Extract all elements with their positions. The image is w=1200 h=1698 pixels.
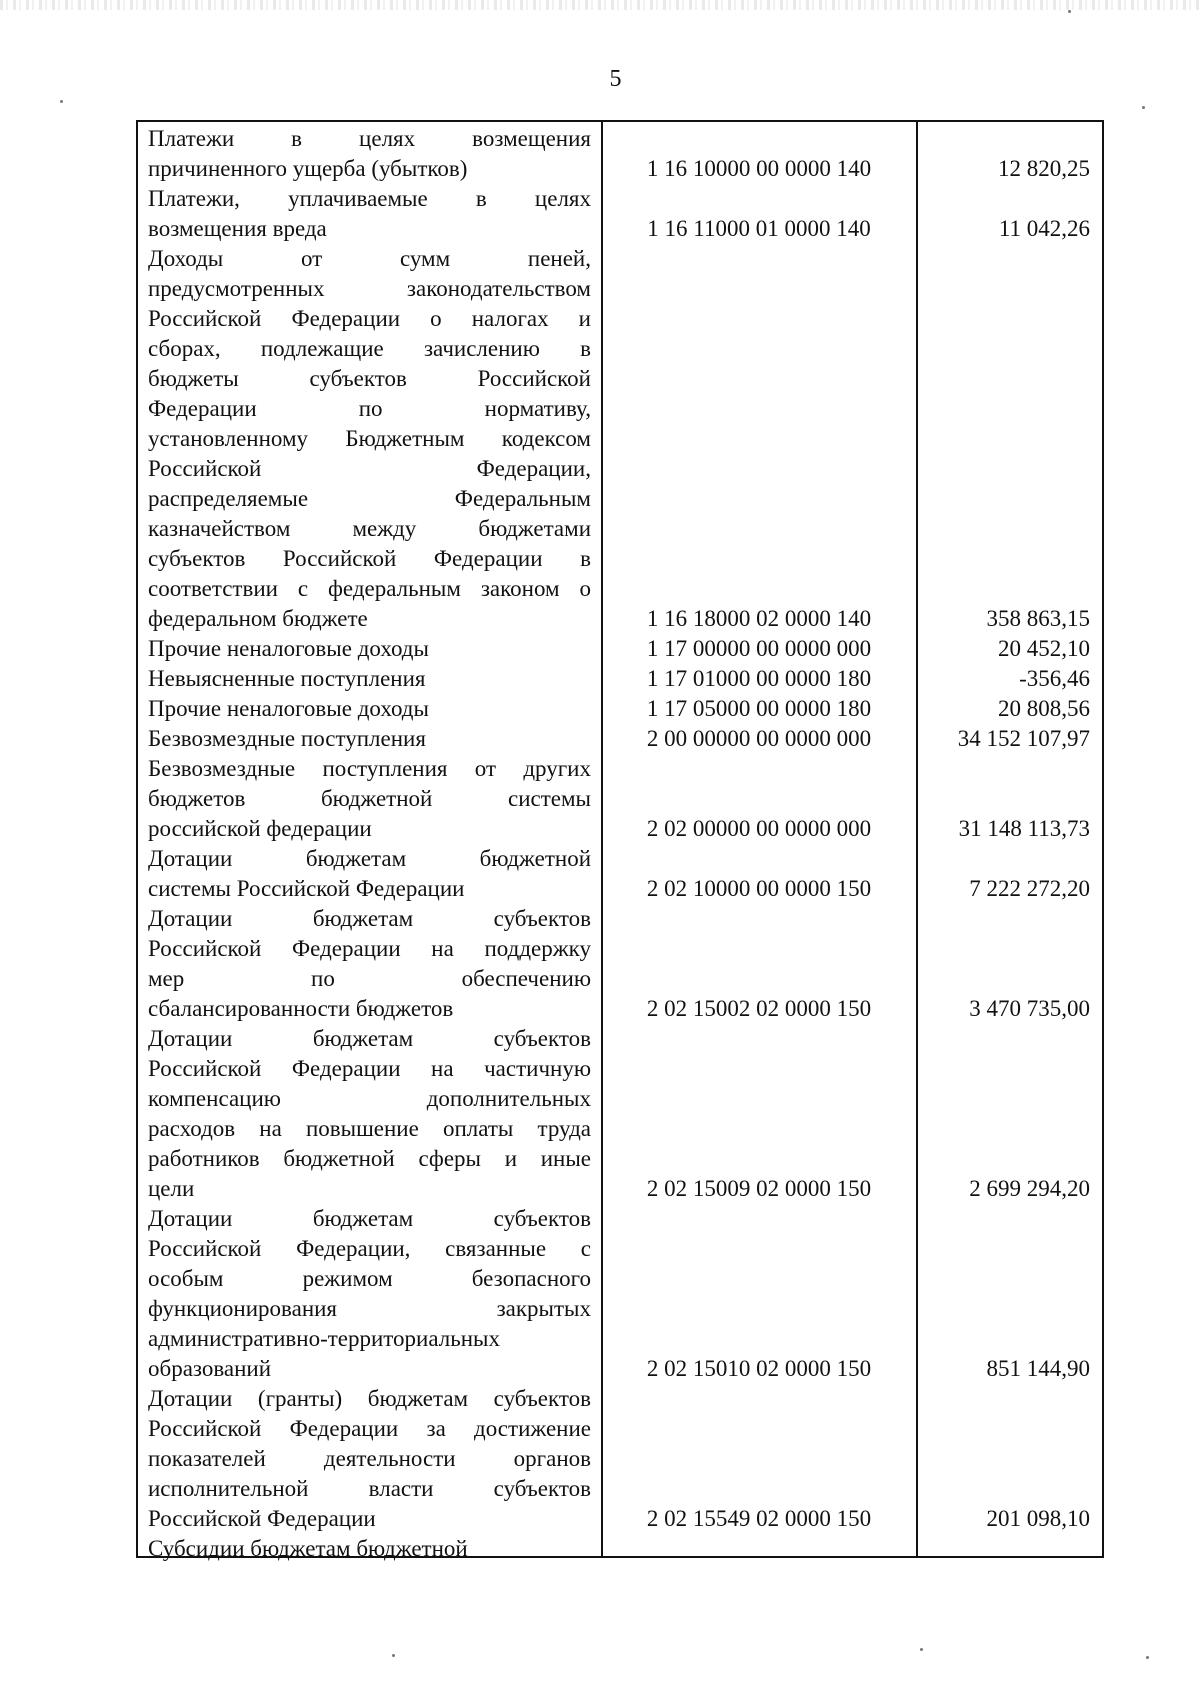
budget-classification-code: 2 02 15010 02 0000 150: [646, 1356, 872, 1381]
revenue-name-line: функционирования закрытых: [148, 1296, 591, 1321]
revenue-name-line: Дотации бюджетам субъектов: [148, 906, 591, 931]
table-row: [138, 124, 1102, 184]
revenue-name-line: работников бюджетной сферы и иные: [148, 1146, 591, 1171]
amount-value: 358 863,15: [986, 606, 1090, 631]
budget-classification-code: 2 02 15549 02 0000 150: [646, 1506, 872, 1531]
revenue-name-line: Прочие неналоговые доходы: [148, 636, 429, 661]
amount-value: 851 144,90: [986, 1356, 1090, 1381]
revenue-name-line: установленному Бюджетным кодексом: [148, 426, 591, 451]
amount-value: 7 222 272,20: [969, 876, 1090, 901]
table-row: [138, 754, 1102, 844]
scan-speck: [920, 1648, 923, 1651]
revenue-name: [148, 1384, 591, 1534]
revenue-name-line: Дотации (гранты) бюджетам субъектов: [148, 1386, 591, 1411]
revenue-name: [148, 844, 591, 904]
revenue-name-line: федеральном бюджете: [148, 606, 368, 631]
revenue-name-line: Российской Федерации за достижение: [148, 1416, 591, 1441]
revenue-name: [148, 694, 591, 724]
revenue-name: [148, 724, 591, 754]
table-row: [138, 694, 1102, 724]
revenue-name-line: Платежи, уплачиваемые в целях: [148, 186, 591, 211]
revenue-name-line: бюджетов бюджетной системы: [148, 786, 591, 811]
revenue-name-line: Дотации бюджетам субъектов: [148, 1206, 591, 1231]
table-row: [138, 724, 1102, 754]
revenue-name: [148, 904, 591, 1024]
revenue-name-line: соответствии с федеральным законом о: [148, 576, 591, 601]
amount-value: 34 152 107,97: [957, 726, 1090, 751]
amount-value: 3 470 735,00: [969, 996, 1090, 1021]
revenue-name-line: компенсацию дополнительных: [148, 1086, 591, 1111]
revenue-name-line: образований: [148, 1356, 272, 1381]
revenue-name-line: расходов на повышение оплаты труда: [148, 1116, 591, 1141]
revenue-name-line: показателей деятельности органов: [148, 1446, 591, 1471]
revenue-name-line: возмещения вреда: [148, 216, 327, 241]
revenue-name-line: Доходы от сумм пеней,: [148, 246, 591, 271]
revenue-name-line: субъектов Российской Федерации в: [148, 546, 591, 571]
scan-speck: [392, 1654, 395, 1657]
revenue-name: [148, 244, 591, 634]
table-row: [138, 904, 1102, 1024]
revenue-name: [148, 184, 591, 244]
table-row: [138, 184, 1102, 244]
revenue-name-line: Российской Федерации на частичную: [148, 1056, 591, 1081]
budget-classification-code: 1 16 10000 00 0000 140: [646, 156, 872, 181]
revenue-name-line: причиненного ущерба (убытков): [148, 156, 468, 181]
table-row: [138, 634, 1102, 664]
revenue-name-line: бюджеты субъектов Российской: [148, 366, 591, 391]
revenue-name-line: российской федерации: [148, 816, 372, 841]
scan-speck: [1142, 106, 1145, 109]
revenue-name-line: Платежи в целях возмещения: [148, 126, 591, 151]
amount-value: 11 042,26: [998, 216, 1090, 241]
revenue-name: [148, 634, 591, 664]
table-row: [138, 1534, 1102, 1564]
amount-value: -356,46: [1019, 666, 1090, 691]
amount-value: 2 699 294,20: [969, 1176, 1090, 1201]
revenue-name: [148, 664, 591, 694]
revenue-name-line: системы Российской Федерации: [148, 876, 465, 901]
table-row: [138, 1384, 1102, 1534]
amount-value: 20 452,10: [998, 636, 1090, 661]
table-row: [138, 1204, 1102, 1384]
revenue-name-line: цели: [148, 1176, 195, 1201]
revenue-name-line: Российской Федерации, связанные с: [148, 1236, 591, 1261]
revenue-name: [148, 1534, 591, 1564]
revenue-name-line: Прочие неналоговые доходы: [148, 696, 429, 721]
amount-value: 20 808,56: [998, 696, 1090, 721]
revenue-name-line: распределяемые Федеральным: [148, 486, 591, 511]
revenue-name-line: Российской Федерации: [148, 1506, 376, 1531]
budget-classification-code: 2 02 00000 00 0000 000: [646, 816, 872, 841]
budget-classification-code: 1 17 05000 00 0000 180: [646, 696, 872, 721]
revenue-name: [148, 1024, 591, 1204]
budget-classification-code: 2 02 10000 00 0000 150: [646, 876, 872, 901]
revenue-name-line: Дотации бюджетам бюджетной: [148, 846, 591, 871]
scan-speck: [1068, 10, 1071, 13]
budget-classification-code: 1 17 00000 00 0000 000: [646, 636, 872, 661]
budget-classification-code: 2 02 15002 02 0000 150: [646, 996, 872, 1021]
revenue-name-line: Российской Федерации на поддержку: [148, 936, 591, 961]
page-number: 5: [609, 66, 622, 92]
revenue-table: [136, 120, 1104, 1561]
table-row: [138, 1024, 1102, 1204]
revenue-name: [148, 754, 591, 844]
table-row: [138, 244, 1102, 634]
amount-value: 12 820,25: [998, 156, 1090, 181]
table-row: [138, 844, 1102, 904]
amount-value: 31 148 113,73: [958, 816, 1090, 841]
revenue-name-line: Субсидии бюджетам бюджетной: [148, 1536, 468, 1561]
revenue-name-line: мер по обеспечению: [148, 966, 591, 991]
budget-classification-code: 1 16 18000 02 0000 140: [646, 606, 872, 631]
revenue-name-line: сбалансированности бюджетов: [148, 996, 454, 1021]
revenue-name-line: Российской Федерации,: [148, 456, 591, 481]
revenue-name-line: Безвозмездные поступления: [148, 726, 426, 751]
revenue-name-line: сборах, подлежащие зачислению в: [148, 336, 591, 361]
scan-speck: [60, 100, 63, 103]
revenue-name-line: предусмотренных законодательством: [148, 276, 591, 301]
table-row: [138, 664, 1102, 694]
amount-value: 201 098,10: [986, 1506, 1090, 1531]
revenue-name-line: Невыясненные поступления: [148, 666, 426, 691]
budget-classification-code: 1 17 01000 00 0000 180: [646, 666, 872, 691]
budget-classification-code: 2 02 15009 02 0000 150: [646, 1176, 872, 1201]
revenue-name-line: исполнительной власти субъектов: [148, 1476, 591, 1501]
revenue-name-line: Российской Федерации о налогах и: [148, 306, 591, 331]
revenue-name-line: Федерации по нормативу,: [148, 396, 591, 421]
revenue-name-line: казначейством между бюджетами: [148, 516, 591, 541]
budget-classification-code: 2 00 00000 00 0000 000: [646, 726, 872, 751]
scan-artifact-top: [0, 0, 1200, 10]
revenue-name-line: особым режимом безопасного: [148, 1266, 591, 1291]
revenue-name-line: Безвозмездные поступления от других: [148, 756, 591, 781]
revenue-name-line: административно-территориальных: [148, 1326, 500, 1351]
scan-speck: [1146, 1656, 1149, 1659]
revenue-name: [148, 1204, 591, 1384]
revenue-name: [148, 124, 591, 184]
budget-classification-code: 1 16 11000 01 0000 140: [647, 216, 871, 241]
revenue-name-line: Дотации бюджетам субъектов: [148, 1026, 591, 1051]
